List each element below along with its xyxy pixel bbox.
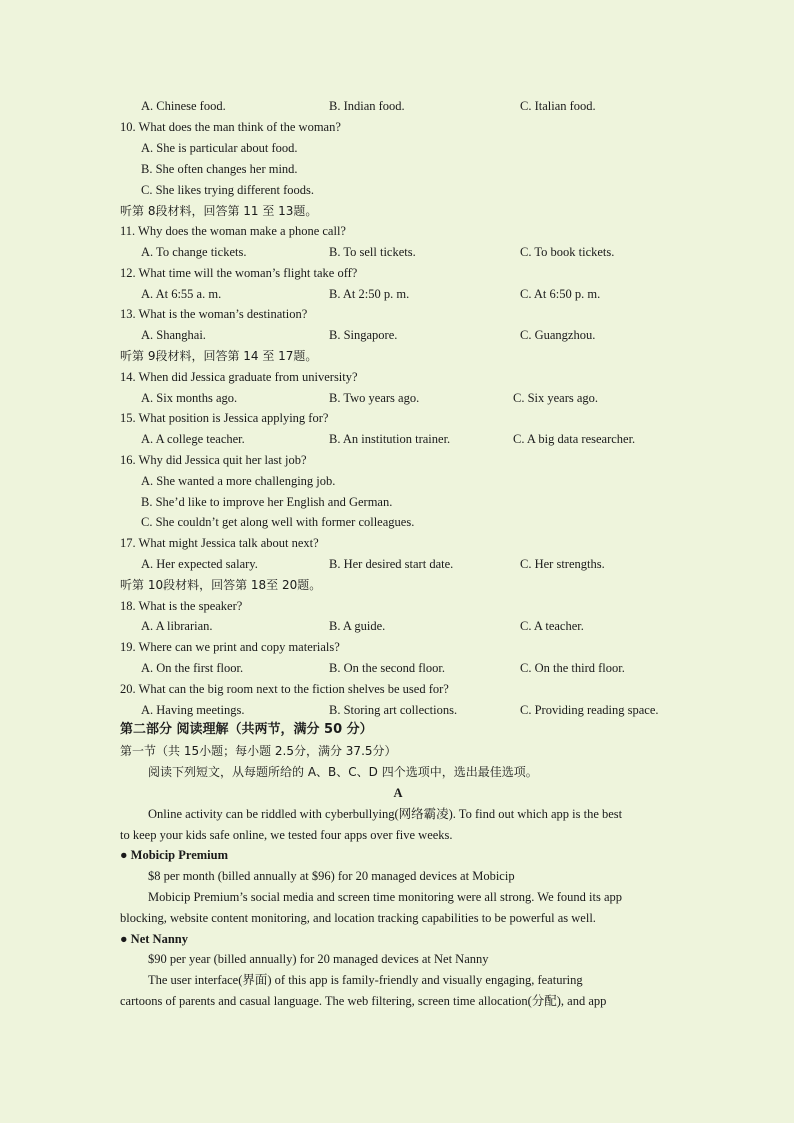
- q13-stem: 13. What is the woman’s destination?: [120, 307, 308, 321]
- q15-option-a: A. A college teacher.: [141, 432, 245, 446]
- q17-option-b: B. Her desired start date.: [329, 557, 454, 571]
- q19-options: [141, 660, 701, 676]
- q16-option-a: A. She wanted a more challenging job.: [141, 474, 336, 488]
- q20-options: [141, 702, 701, 718]
- q11-stem: 11. Why does the woman make a phone call?: [120, 224, 346, 238]
- q20-option-b: B. Storing art collections.: [329, 703, 458, 717]
- q13-options: [141, 327, 701, 343]
- q12-option-a: A. At 6:55 a. m.: [141, 287, 222, 301]
- segment-8-instruction: 听第 8段材料，回答第 11 至 13题。: [120, 204, 318, 218]
- q15-stem: 15. What position is Jessica applying for?: [120, 411, 329, 425]
- q13-option-c: C. Guangzhou.: [520, 328, 596, 342]
- intro-line-1: Online activity can be riddled with cyberbullying(网络霸凌). To find out which app is the best: [148, 807, 623, 821]
- segment-9-instruction: 听第 9段材料，回答第 14 至 17题。: [120, 349, 318, 363]
- q13-option-a: A. Shanghai.: [141, 328, 206, 342]
- part-2-title: 第二部分 阅读理解（共两节，满分 50 分）: [120, 722, 373, 737]
- segment-10-instruction: 听第 10段材料，回答第 18至 20题。: [120, 578, 322, 592]
- q19-stem: 19. Where can we print and copy materials?: [120, 640, 340, 654]
- app-1-desc-line-1: Mobicip Premium’s social media and screen time monitoring were all strong. We found its app: [148, 890, 623, 904]
- q11-option-a: A. To change tickets.: [141, 245, 247, 259]
- q14-option-b: B. Two years ago.: [329, 391, 420, 405]
- q20-option-a: A. Having meetings.: [141, 703, 245, 717]
- q12-option-b: B. At 2:50 p. m.: [329, 287, 410, 301]
- q12-options: [141, 286, 701, 302]
- q18-options: [141, 618, 701, 634]
- app-1-price: $8 per month (billed annually at $96) for 20 managed devices at Mobicip: [148, 869, 515, 883]
- q14-option-a: A. Six months ago.: [141, 391, 238, 405]
- q9-option-a: A. Chinese food.: [141, 99, 226, 113]
- q14-options: [141, 390, 701, 406]
- q15-option-c: C. A big data researcher.: [513, 432, 636, 446]
- app-2-desc-line-2: cartoons of parents and casual language. The web filtering, screen time allocation(分配), and app: [120, 994, 607, 1008]
- q13-option-b: B. Singapore.: [329, 328, 398, 342]
- q17-stem: 17. What might Jessica talk about next?: [120, 536, 319, 550]
- q17-options: [141, 556, 701, 572]
- q15-option-b: B. An institution trainer.: [329, 432, 451, 446]
- q11-option-c: C. To book tickets.: [520, 245, 615, 259]
- q17-option-c: C. Her strengths.: [520, 557, 605, 571]
- q20-stem: 20. What can the big room next to the fiction shelves be used for?: [120, 682, 449, 696]
- q20-option-c: C. Providing reading space.: [520, 703, 659, 717]
- q16-option-c: C. She couldn’t get along well with former colleagues.: [141, 515, 415, 529]
- q10-option-a: A. She is particular about food.: [141, 141, 298, 155]
- q18-option-b: B. A guide.: [329, 619, 386, 633]
- q17-option-a: A. Her expected salary.: [141, 557, 258, 571]
- q12-option-c: C. At 6:50 p. m.: [520, 287, 601, 301]
- q10-stem: 10. What does the man think of the woman?: [120, 120, 341, 134]
- q16-stem: 16. Why did Jessica quit her last job?: [120, 453, 307, 467]
- app-1-name: ● Mobicip Premium: [120, 848, 229, 862]
- q14-option-c: C. Six years ago.: [513, 391, 599, 405]
- q15-options: [141, 431, 701, 447]
- q10-option-c: C. She likes trying different foods.: [141, 183, 315, 197]
- q16-option-b: B. She’d like to improve her English and German.: [141, 495, 393, 509]
- app-2-name: ● Net Nanny: [120, 932, 188, 946]
- q18-stem: 18. What is the speaker?: [120, 599, 243, 613]
- q18-option-c: C. A teacher.: [520, 619, 584, 633]
- passage-label: A: [393, 786, 403, 800]
- intro-line-2: to keep your kids safe online, we tested four apps over five weeks.: [120, 828, 453, 842]
- app-2-desc-line-1: The user interface(界面) of this app is family-friendly and visually engaging, featuring: [148, 973, 583, 987]
- q14-stem: 14. When did Jessica graduate from university?: [120, 370, 358, 384]
- q11-option-b: B. To sell tickets.: [329, 245, 416, 259]
- q9-options: [141, 98, 701, 114]
- q9-option-b: B. Indian food.: [329, 99, 405, 113]
- reading-instruction: 阅读下列短文，从每题所给的 A、B、C、D 四个选项中，选出最佳选项。: [148, 765, 538, 779]
- q11-options: [141, 244, 701, 260]
- q9-option-c: C. Italian food.: [520, 99, 596, 113]
- q12-stem: 12. What time will the woman’s flight take off?: [120, 266, 358, 280]
- q19-option-b: B. On the second floor.: [329, 661, 445, 675]
- app-1-desc-line-2: blocking, website content monitoring, and location tracking capabilities to be powerful as well.: [120, 911, 596, 925]
- app-2-price: $90 per year (billed annually) for 20 managed devices at Net Nanny: [148, 952, 489, 966]
- section-1-title: 第一节（共 15小题；每小题 2.5分，满分 37.5分）: [120, 744, 397, 758]
- q10-option-b: B. She often changes her mind.: [141, 162, 298, 176]
- q18-option-a: A. A librarian.: [141, 619, 213, 633]
- q19-option-c: C. On the third floor.: [520, 661, 625, 675]
- q19-option-a: A. On the first floor.: [141, 661, 244, 675]
